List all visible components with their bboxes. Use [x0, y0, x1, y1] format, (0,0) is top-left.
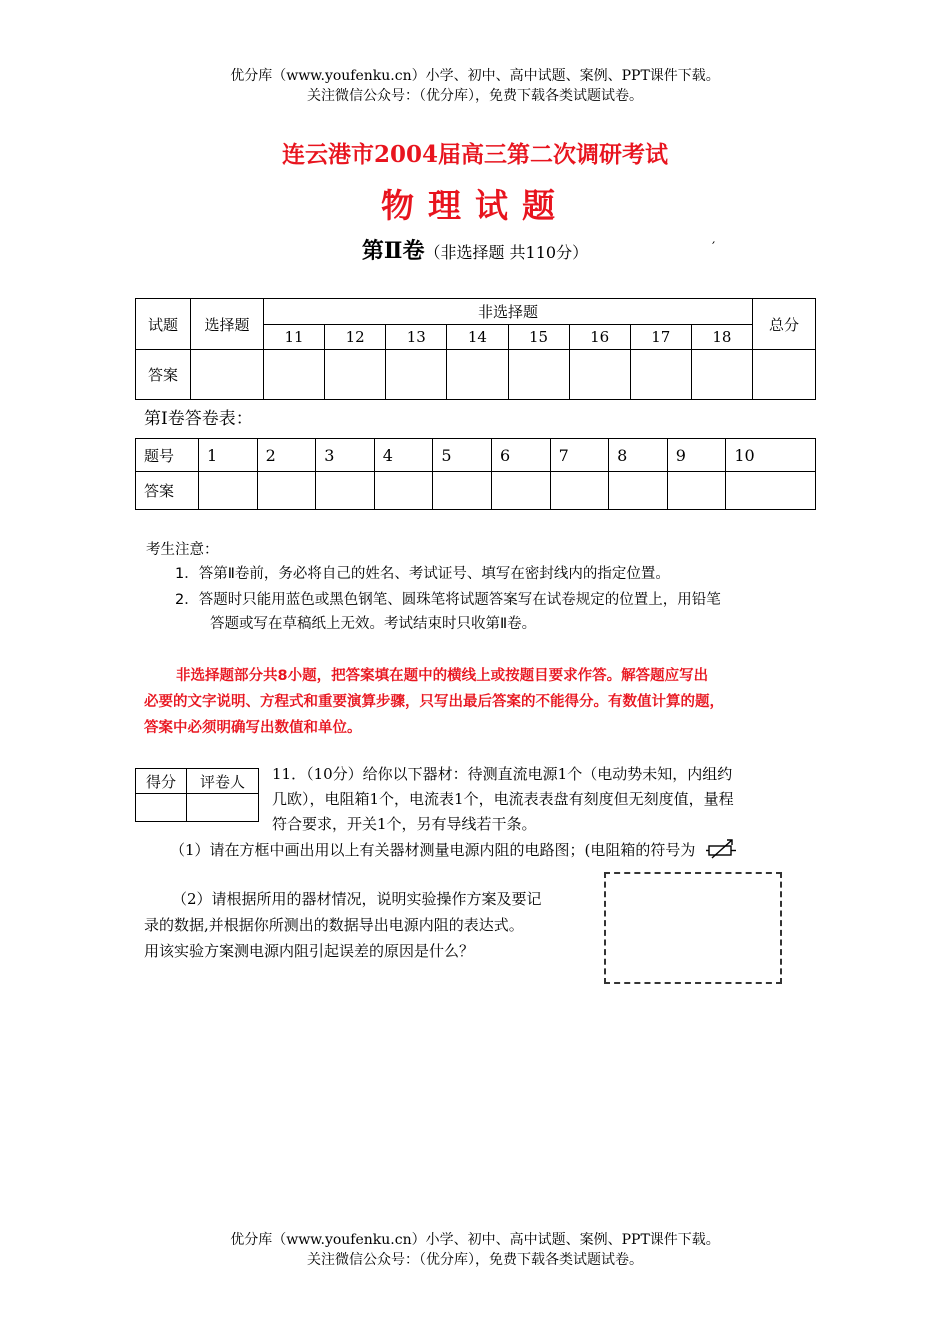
- score-cell[interactable]: [630, 350, 691, 400]
- resistor-box-icon: [706, 838, 738, 860]
- answer-cell[interactable]: [374, 472, 433, 510]
- score-num-18: 18: [691, 325, 752, 350]
- answer-cell[interactable]: [726, 472, 816, 510]
- instructions-line-3: 答案中必须明确写出数值和单位。: [144, 720, 362, 736]
- subject-title: 物理试题: [381, 186, 569, 225]
- score-cell[interactable]: [264, 350, 325, 400]
- answer-num-9: 9: [667, 439, 726, 472]
- notice-title: 考生注意：: [146, 542, 219, 558]
- q11-part-1-text: （1）请在方框中画出用以上有关器材测量电源内阻的电路图；(电阻箱的符号为: [170, 841, 696, 859]
- answer-cell[interactable]: [316, 472, 375, 510]
- q11-part-2-line-1: （2）请根据所用的器材情况，说明实验操作方案及要记: [172, 890, 542, 908]
- score-num-15: 15: [508, 325, 569, 350]
- instructions-line-2: 必要的文字说明、方程式和重要演算步骤，只写出最后答案的不能得分。有数值计算的题，: [144, 694, 724, 710]
- grading-grader-label: 评卷人: [187, 769, 259, 794]
- score-num-17: 17: [630, 325, 691, 350]
- grading-grader-cell[interactable]: [187, 794, 259, 822]
- volume-note: （非选择题 共110分）: [424, 243, 589, 262]
- notice-item-2a: 2．答题时只能用蓝色或黑色钢笔、圆珠笔将试题答案写在试卷规定的位置上，用铅笔: [175, 592, 721, 608]
- score-cell[interactable]: [325, 350, 386, 400]
- answer-num-7: 7: [550, 439, 609, 472]
- page-footer: [0, 1230, 950, 1270]
- score-cell[interactable]: [508, 350, 569, 400]
- answer-cell[interactable]: [609, 472, 668, 510]
- page-header: [0, 66, 950, 106]
- footer-line-1: 优分库（www.youfenku.cn）小学、初中、高中试题、案例、PPT课件下载。: [230, 1232, 720, 1248]
- volume-heading: [0, 234, 950, 265]
- answer-num-8: 8: [609, 439, 668, 472]
- grading-score-cell[interactable]: [136, 794, 187, 822]
- score-cell[interactable]: [691, 350, 752, 400]
- stray-mark: ′: [712, 240, 716, 256]
- grading-score-label: 得分: [136, 769, 187, 794]
- answer-cell[interactable]: [257, 472, 316, 510]
- score-cell[interactable]: [191, 350, 264, 400]
- answer-num-3: 3: [316, 439, 375, 472]
- circuit-drawing-box[interactable]: [604, 872, 782, 984]
- answer-sheet-title: 第Ⅰ卷答卷表：: [144, 409, 253, 429]
- answer-cell[interactable]: [550, 472, 609, 510]
- answer-cell[interactable]: [491, 472, 550, 510]
- score-cell[interactable]: [386, 350, 447, 400]
- answer-num-1: 1: [199, 439, 258, 472]
- answer-row-number-label: 题号: [136, 439, 199, 472]
- answer-row-answer-label: 答案: [136, 472, 199, 510]
- notice-item-1: 1．答第Ⅱ卷前，务必将自己的姓名、考试证号、填写在密封线内的指定位置。: [175, 566, 670, 582]
- answer-cell[interactable]: [667, 472, 726, 510]
- score-col-choice: 选择题: [191, 299, 264, 350]
- score-col-total: 总分: [753, 299, 816, 350]
- score-cell[interactable]: [447, 350, 508, 400]
- q11-line-1: 11．（10分）给你以下器材：待测直流电源1个（电动势未知，内组约: [272, 765, 733, 783]
- exam-title: 连云港市2004届高三第二次调研考试: [281, 141, 668, 168]
- instructions: [144, 663, 819, 741]
- score-table: [135, 298, 816, 400]
- answer-num-10: 10: [726, 439, 816, 472]
- q11-part-2: [144, 886, 584, 964]
- q11-part-1: [170, 838, 738, 860]
- notice-item-2b: 答题或写在草稿纸上无效。考试结束时只收第Ⅱ卷。: [210, 616, 537, 632]
- score-num-16: 16: [569, 325, 630, 350]
- answer-cell[interactable]: [433, 472, 492, 510]
- q11-line-3: 符合要求，开关1个，另有导线若干条。: [272, 815, 537, 833]
- score-num-14: 14: [447, 325, 508, 350]
- score-num-12: 12: [325, 325, 386, 350]
- answer-num-4: 4: [374, 439, 433, 472]
- header-line-1: 优分库（www.youfenku.cn）小学、初中、高中试题、案例、PPT课件下载。: [230, 68, 720, 84]
- score-col-nonchoice: 非选择题: [264, 299, 753, 325]
- answer-cell[interactable]: [199, 472, 258, 510]
- score-row-answer: 答案: [136, 350, 191, 400]
- footer-line-2: 关注微信公众号：（优分库），免费下载各类试题试卷。: [307, 1252, 643, 1268]
- score-cell[interactable]: [569, 350, 630, 400]
- answer-num-5: 5: [433, 439, 492, 472]
- q11-line-2: 几欧），电阻箱1个，电流表1个，电流表表盘有刻度但无刻度值，量程: [272, 790, 734, 808]
- q11-part-2-line-3: 用该实验方案测电源内阻引起误差的原因是什么？: [144, 942, 475, 960]
- score-col-item: 试题: [136, 299, 191, 350]
- instructions-line-1: 非选择题部分共8小题，把答案填在题中的横线上或按题目要求作答。解答题应写出: [176, 668, 709, 684]
- score-num-11: 11: [264, 325, 325, 350]
- answer-num-6: 6: [491, 439, 550, 472]
- score-cell[interactable]: [753, 350, 816, 400]
- answer-num-2: 2: [257, 439, 316, 472]
- q11-part-2-line-2: 录的数据,并根据你所测出的数据导出电源内阻的表达式。: [144, 916, 524, 934]
- answer-sheet-table: [135, 438, 816, 510]
- grading-table: [135, 768, 259, 822]
- question-11: [272, 762, 812, 837]
- score-num-13: 13: [386, 325, 447, 350]
- volume-main: 第Ⅱ卷: [361, 238, 425, 264]
- header-line-2: 关注微信公众号：（优分库），免费下载各类试题试卷。: [307, 88, 643, 104]
